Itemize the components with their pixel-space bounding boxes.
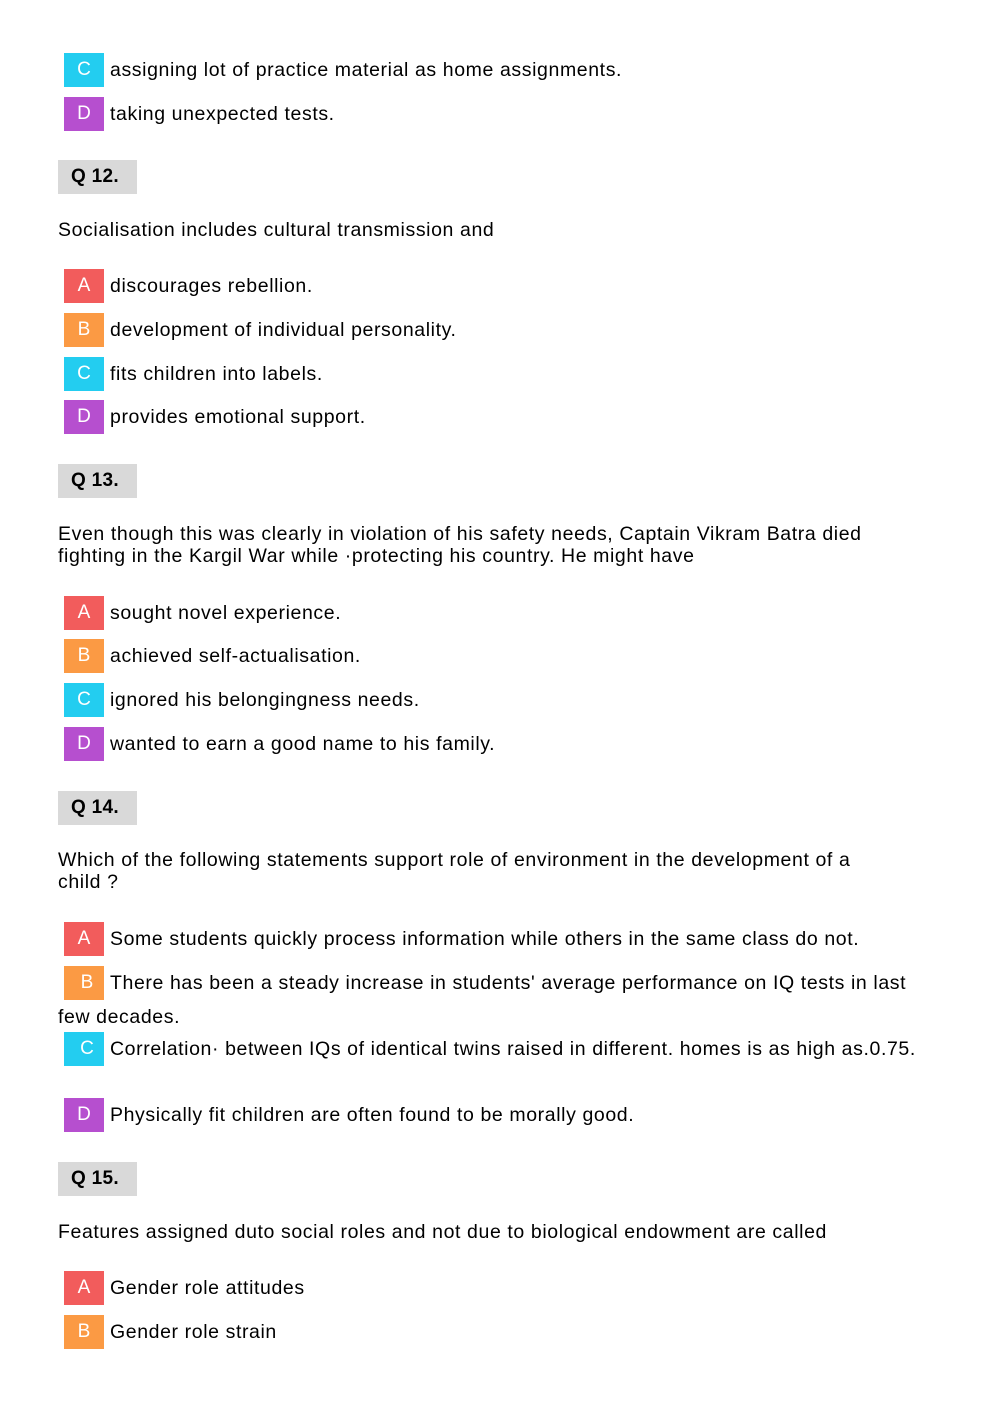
option-d[interactable] xyxy=(64,1098,924,1132)
option-badge-b: B xyxy=(64,639,104,673)
option-c[interactable] xyxy=(64,53,924,87)
option-b[interactable] xyxy=(64,639,924,673)
option-d[interactable] xyxy=(64,97,924,131)
option-c[interactable] xyxy=(58,1032,918,1066)
option-text: taking unexpected tests. xyxy=(110,103,335,125)
option-text: Some students quickly process information while others in the same class do not. xyxy=(110,928,860,950)
option-badge-c: C xyxy=(64,53,104,87)
option-badge-d: D xyxy=(64,1098,104,1132)
option-text: development of individual personality. xyxy=(110,319,457,341)
option-badge-a: A xyxy=(64,269,104,303)
option-badge-d: D xyxy=(64,400,104,434)
option-c[interactable] xyxy=(64,357,924,391)
option-text: discourages rebellion. xyxy=(110,275,313,297)
question-text-line-2: child ? xyxy=(58,871,119,893)
option-badge-a: A xyxy=(64,922,104,956)
option-text: Gender role attitudes xyxy=(110,1277,305,1299)
option-text: provides emotional support. xyxy=(110,406,366,428)
option-text: There has been a steady increase in students' average performance on IQ tests in last few decades. xyxy=(58,972,907,1028)
question-label: Q 14. xyxy=(58,791,137,825)
option-b[interactable] xyxy=(64,313,924,347)
option-d[interactable] xyxy=(64,727,924,761)
option-badge-c: C xyxy=(64,683,104,717)
option-a[interactable] xyxy=(64,922,924,956)
option-text: assigning lot of practice material as home assignments. xyxy=(110,59,623,81)
question-text: Socialisation includes cultural transmission and xyxy=(58,219,495,241)
option-badge-c: C xyxy=(64,357,104,391)
option-text: Physically fit children are often found to be morally good. xyxy=(110,1104,635,1126)
option-b[interactable] xyxy=(64,1315,924,1349)
question-text-line-2: fighting in the Kargil War while ·protecting his country. He might have xyxy=(58,545,695,567)
question-text: Features assigned duto social roles and not due to biological endowment are called xyxy=(58,1221,827,1243)
option-a[interactable] xyxy=(64,269,924,303)
option-c[interactable] xyxy=(64,683,924,717)
option-badge-d: D xyxy=(64,97,104,131)
option-a[interactable] xyxy=(64,1271,924,1305)
option-text: ignored his belongingness needs. xyxy=(110,689,420,711)
option-badge-d: D xyxy=(64,727,104,761)
option-badge-b: B xyxy=(64,966,104,1000)
option-badge-c: C xyxy=(64,1032,104,1066)
question-label: Q 15. xyxy=(58,1162,137,1196)
question-label: Q 13. xyxy=(58,464,137,498)
question-label: Q 12. xyxy=(58,160,137,194)
option-d[interactable] xyxy=(64,400,924,434)
option-badge-b: B xyxy=(64,1315,104,1349)
option-a[interactable] xyxy=(64,596,924,630)
option-text: wanted to earn a good name to his family. xyxy=(110,733,496,755)
option-b[interactable] xyxy=(58,966,918,1033)
option-badge-b: B xyxy=(64,313,104,347)
question-text-line-1: Which of the following statements support role of environment in the development of a xyxy=(58,849,851,871)
option-badge-a: A xyxy=(64,1271,104,1305)
option-badge-a: A xyxy=(64,596,104,630)
option-text: achieved self-actualisation. xyxy=(110,645,361,667)
option-text: Correlation· between IQs of identical twins raised in different. homes is as high as.0.75. xyxy=(110,1038,916,1060)
option-text: sought novel experience. xyxy=(110,602,342,624)
option-text: Gender role strain xyxy=(110,1321,277,1343)
question-text-line-1: Even though this was clearly in violation of his safety needs, Captain Vikram Batra died xyxy=(58,523,862,545)
option-text: fits children into labels. xyxy=(110,363,323,385)
